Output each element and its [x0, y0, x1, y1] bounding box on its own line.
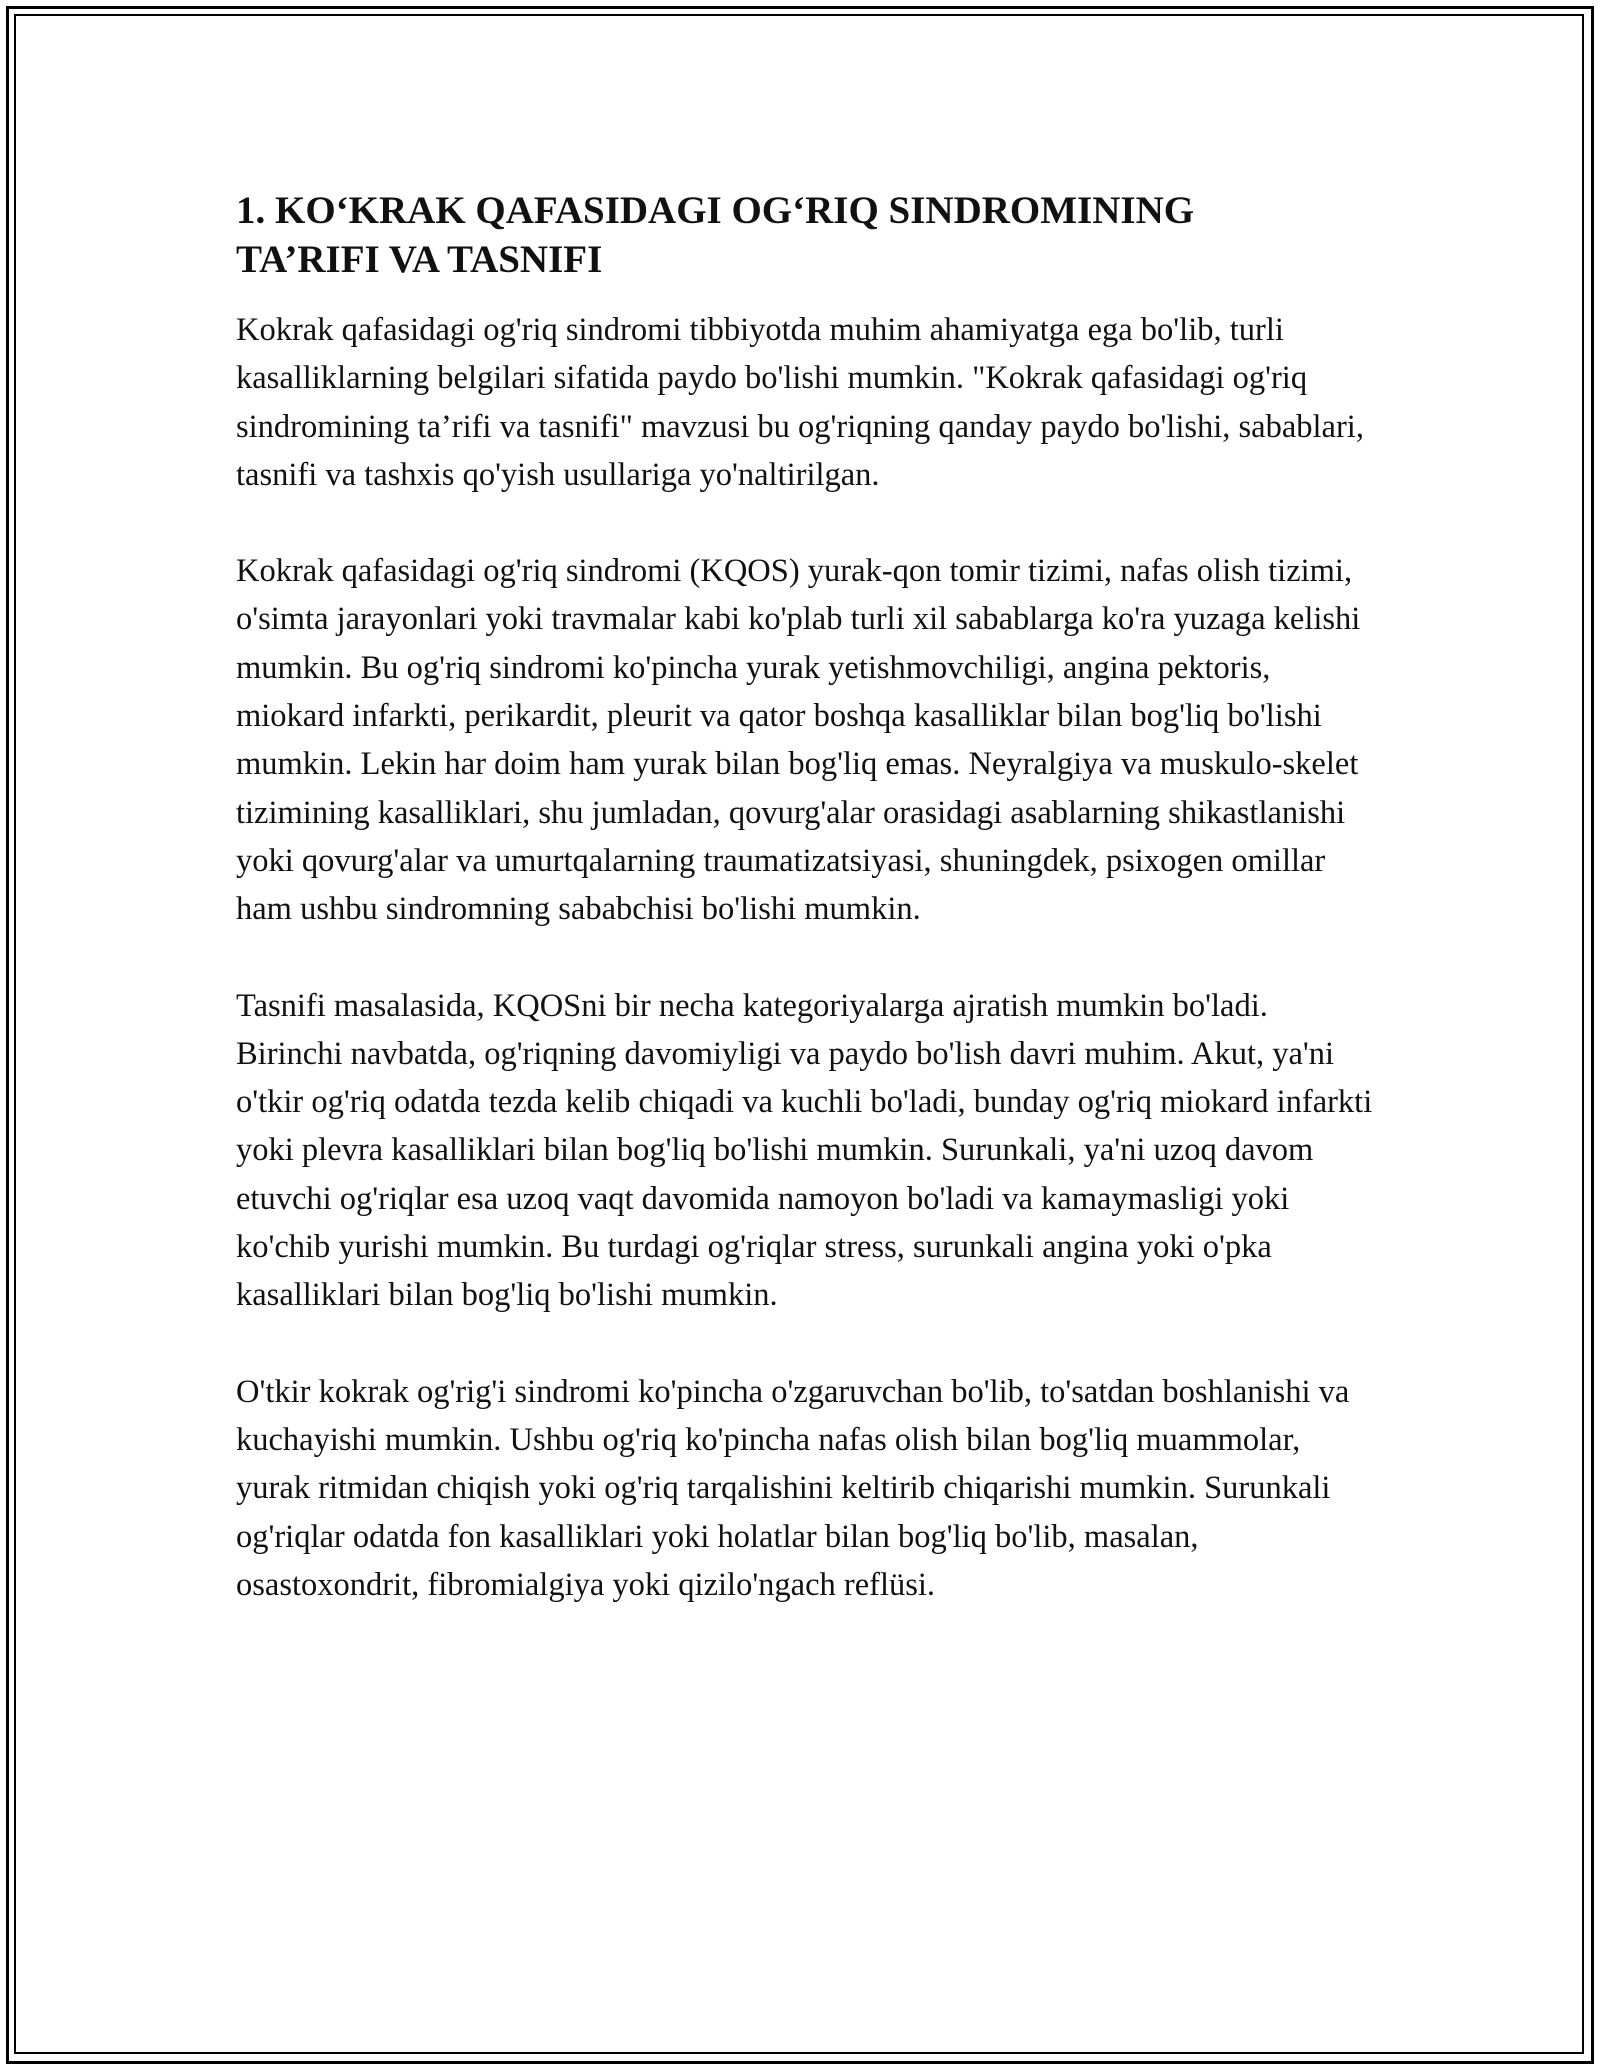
section-title-line-1: 1. KO‘KRAK QAFASIDAGI OG‘RIQ SINDROMINING — [236, 189, 1195, 232]
document-body — [236, 186, 1376, 1609]
paragraph-acute-chronic: O'tkir kokrak og'rig'i sindromi ko'pincha o'zgaruvchan bo'lib, to'satdan boshlanishi va kuchayishi mumkin. Ushbu og'riq ko'pincha nafas olish bilan bog'liq muammolar, yurak ritmidan chiqish yoki og'riq tarqalishini keltirib chiqarishi mumkin. Surunkali og'riqlar odatda fon kasalliklari yoki holatlar bilan bog'liq bo'lib, masalan, osastoxondrit, fibromialgiya yoki qizilo'ngach reflüsi. — [236, 1373, 1350, 1603]
paragraph-intro: Kokrak qafasidagi og'riq sindromi tibbiyotda muhim ahamiyatga ega bo'lib, turli kasalliklarning belgilari sifatida paydo bo'lishi mumkin. "Kokrak qafasidagi og'riq sindromining ta’rifi va tasnifi" mavzusi bu og'riqning qanday paydo bo'lishi, sabablari, tasnifi va tashxis qo'yish usullariga yo'naltirilgan. — [236, 312, 1364, 493]
section-title — [236, 186, 1376, 284]
paragraph-classification: Tasnifi masalasida, KQOSni bir necha kategoriyalarga ajratish mumkin bo'ladi. Birinchi navbatda, og'riqning davomiyligi va paydo bo'lish davri muhim. Akut, ya'ni o'tkir og'riq odatda tezda kelib chiqadi va kuchli bo'ladi, bunday og'riq miokard infarkti yoki plevra kasalliklari bilan bog'liq bo'lishi mumkin. Surunkali, ya'ni uzoq davom etuvchi og'riqlar esa uzoq vaqt davomida namoyon bo'ladi va kamaymasligi yoki ko'chib yurishi mumkin. Bu turdagi og'riqlar stress, surunkali angina yoki o'pka kasalliklari bilan bog'liq bo'lishi mumkin. — [236, 987, 1373, 1314]
section-title-line-2: TA’RIFI VA TASNIFI — [236, 238, 603, 281]
paragraph-causes: Kokrak qafasidagi og'riq sindromi (KQOS) yurak-qon tomir tizimi, nafas olish tizimi, o'simta jarayonlari yoki travmalar kabi ko'plab turli xil sabablarga ko'ra yuzaga kelishi mumkin. Bu og'riq sindromi ko'pincha yurak yetishmovchiligi, angina pektoris, miokard infarkti, perikardit, pleurit va qator boshqa kasalliklar bilan bog'liq bo'lishi mumkin. Lekin har doim ham yurak bilan bog'liq emas. Neyralgiya va muskulo-skelet tizimining kasalliklari, shu jumladan, qovurg'alar orasidagi asablarning shikastlanishi yoki qovurg'alar va umurtqalarning traumatizatsiyasi, shuningdek, psixogen omillar ham ushbu sindromning sababchisi bo'lishi mumkin. — [236, 553, 1361, 928]
